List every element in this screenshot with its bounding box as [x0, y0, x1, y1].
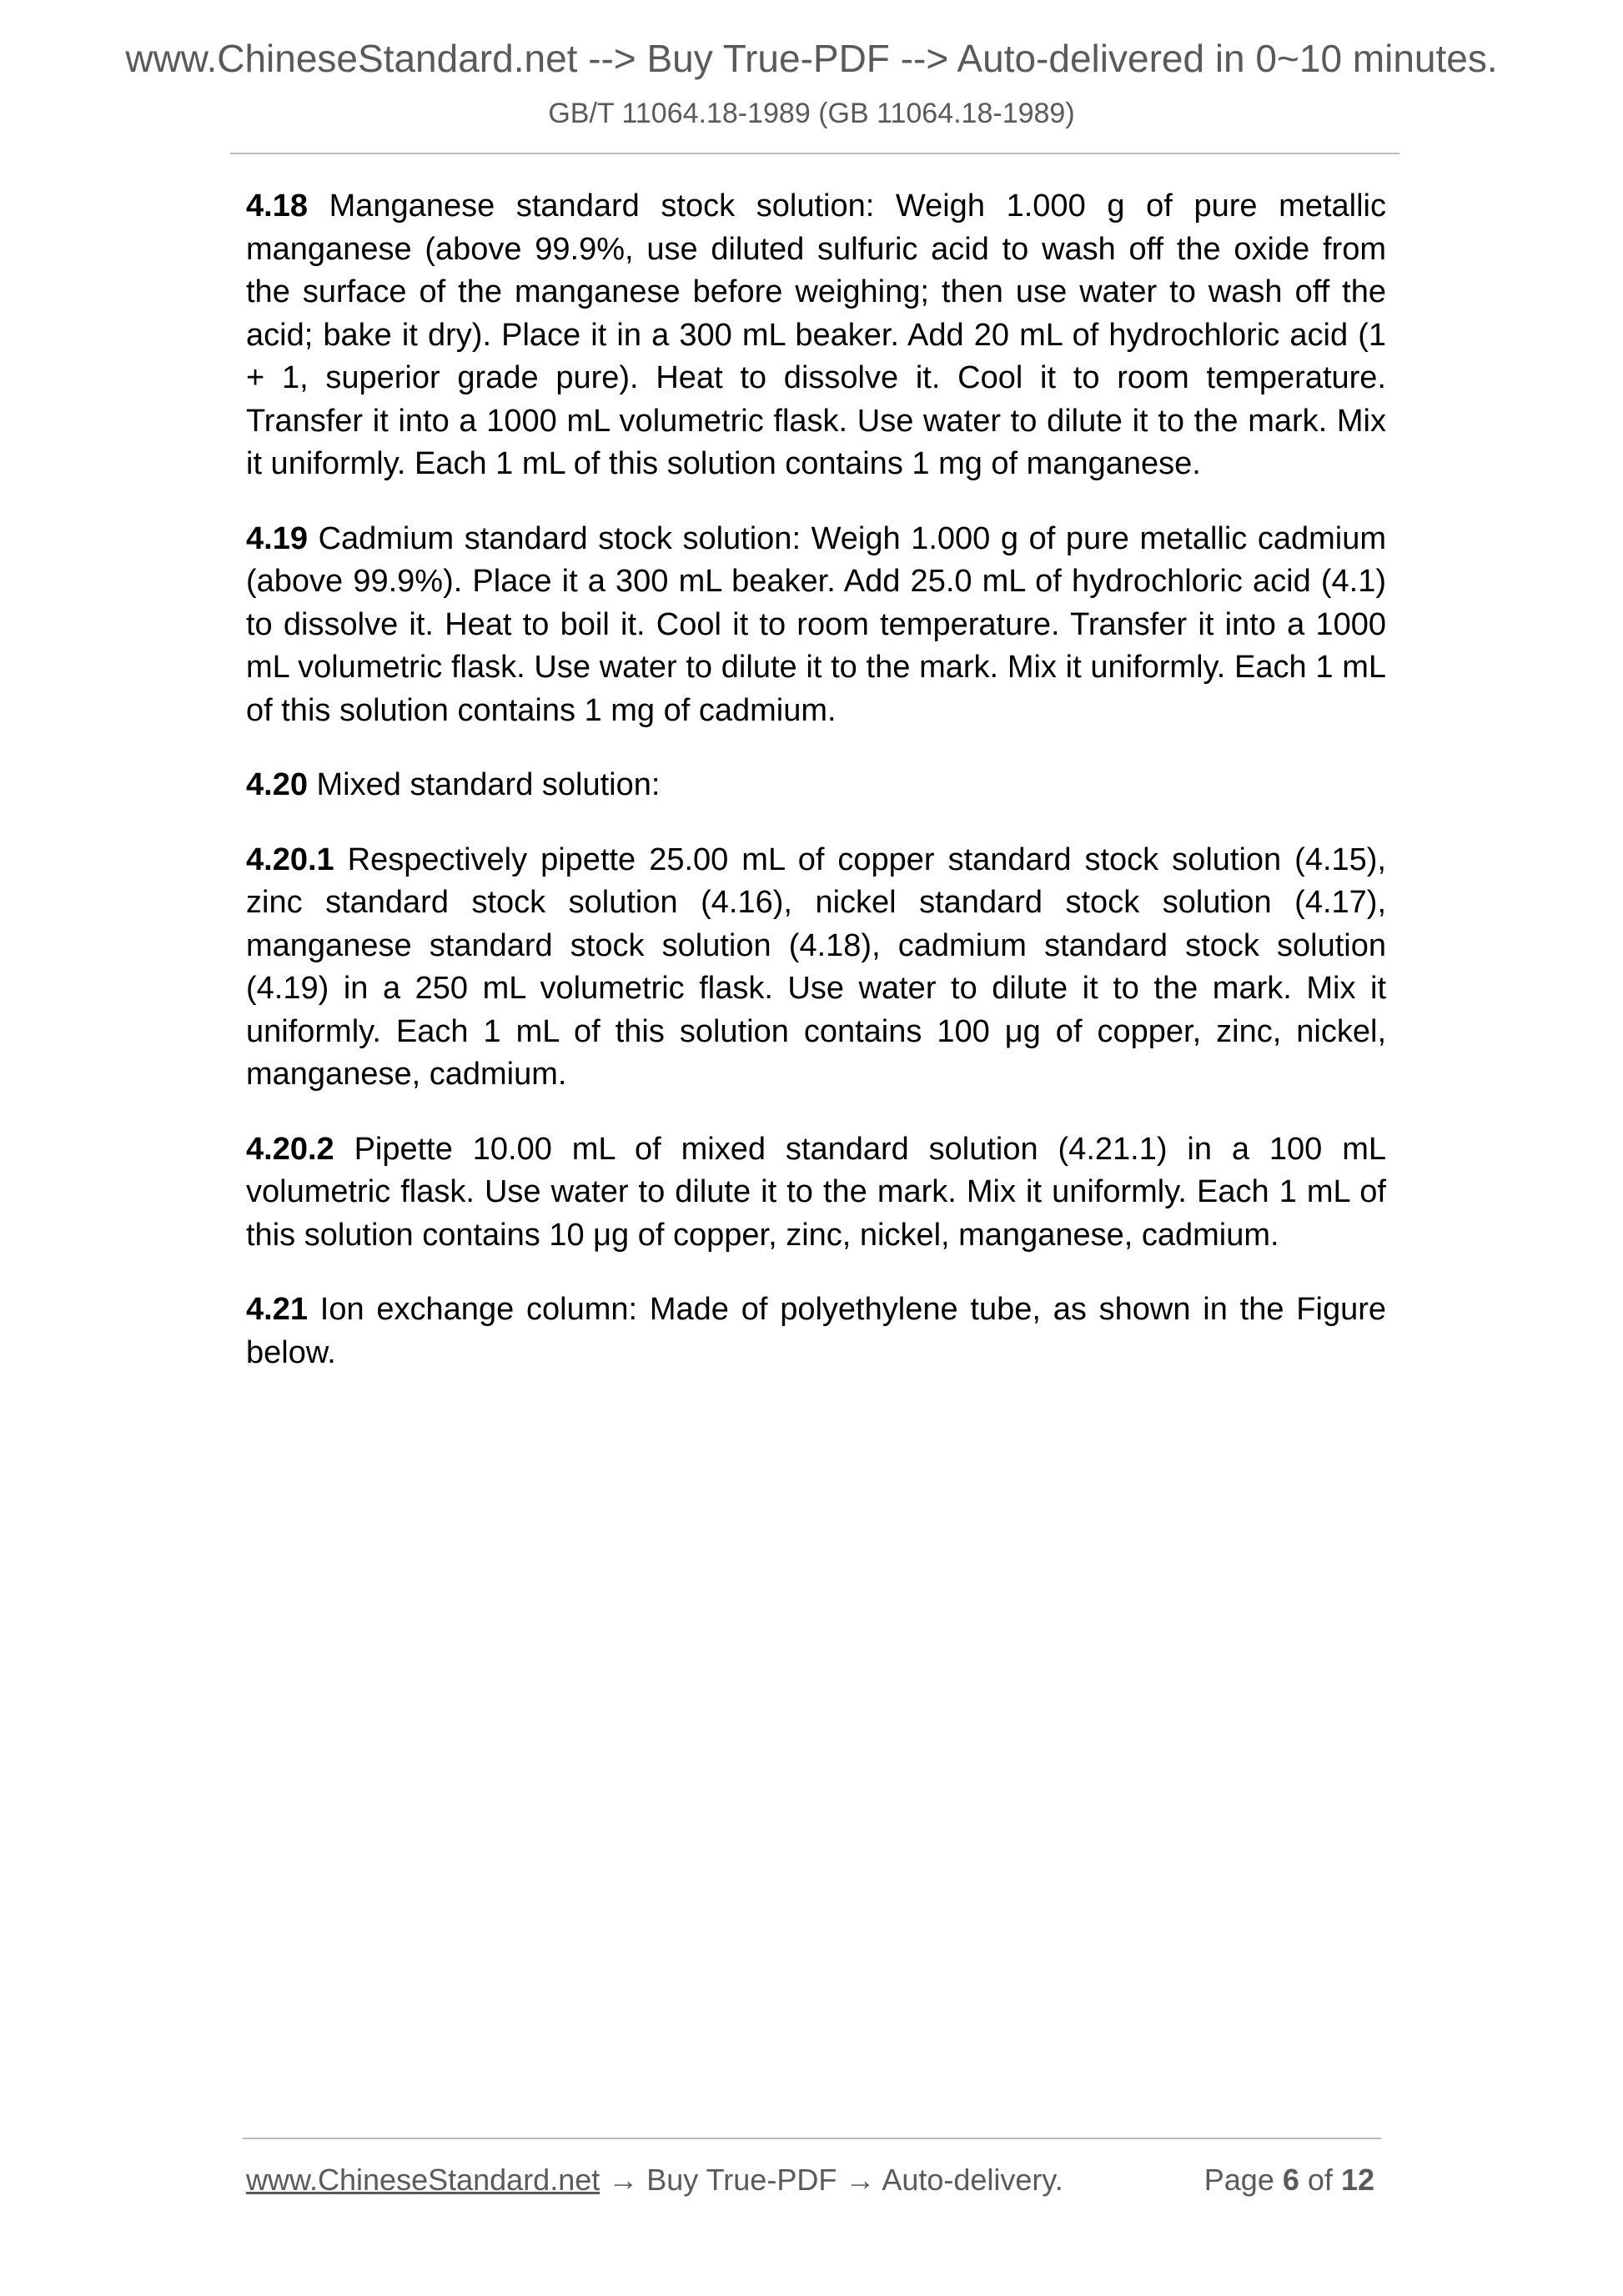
document-body	[246, 185, 1386, 1406]
header-banner: www.ChineseStandard.net --> Buy True-PDF --> Auto-delivered in 0~10 minutes.	[125, 37, 1498, 80]
footer-tagline: → Buy True-PDF → Auto-delivery.	[600, 2163, 1063, 2197]
page-label: Page	[1203, 2163, 1274, 2197]
clause-4-20	[246, 764, 1386, 807]
website-link[interactable]: www.ChineseStandard.net	[246, 2163, 600, 2197]
clause-text: Pipette 10.00 mL of mixed standard solution (4.21.1) in a 100 mL volumetric flask. Use water to dilute it to the mark. Mix it uniformly. Each 1 mL of this solution contains 10 μg of copper, zinc, nickel, manganese, cadmium.	[246, 1131, 1386, 1253]
page-indicator	[1204, 2160, 1374, 2200]
clause-text: Ion exchange column: Made of polyethylene tube, as shown in the Figure below.	[246, 1292, 1386, 1370]
clause-4-21	[246, 1289, 1386, 1374]
clause-text: Manganese standard stock solution: Weigh 1.000 g of pure metallic manganese (above 99.9%, use diluted sulfuric acid to wash off the oxide from the surface of the manganese before weighing; then use water to wash off the acid; bake it dry). Place it in a 300 mL beaker. Add 20 mL of hydrochloric acid (1 + 1, superior grade pure). Heat to dissolve it. Cool it to room temperature. Transfer it into a 1000 mL volumetric flask. Use water to dilute it to the mark. Mix it uniformly. Each 1 mL of this solution contains 1 mg of manganese.	[246, 188, 1386, 481]
clause-number: 4.18	[246, 188, 308, 224]
clause-text: Respectively pipette 25.00 mL of copper standard stock solution (4.15), zinc standard stock solution (4.16), nickel standard stock solution (4.17), manganese standard stock solution (4.18), cadmium standard stock solution (4.19) in a 250 mL volumetric flask. Use water to dilute it to the mark. Mix it uniformly. Each 1 mL of this solution contains 100 μg of copper, zinc, nickel, manganese, cadmium.	[246, 842, 1386, 1092]
clause-number: 4.20.2	[246, 1131, 334, 1167]
clause-number: 4.21	[246, 1292, 308, 1327]
clause-number: 4.19	[246, 520, 308, 556]
clause-number: 4.20	[246, 767, 308, 802]
clause-text: Cadmium standard stock solution: Weigh 1.000 g of pure metallic cadmium (above 99.9%). Place it a 300 mL beaker. Add 25.0 mL of hydrochloric acid (4.1) to dissolve it. Heat to boil it. Cool it to room temperature. Transfer it into a 1000 mL volumetric flask. Use water to dilute it to the mark. Mix it uniformly. Each 1 mL of this solution contains 1 mg of cadmium.	[246, 520, 1387, 728]
current-page-number: 6	[1282, 2163, 1299, 2197]
clause-number: 4.20.1	[246, 842, 334, 877]
footer-divider	[243, 2138, 1381, 2139]
page-footer	[246, 2160, 1380, 2200]
of-label: of	[1307, 2163, 1333, 2197]
clause-4-20-1	[246, 839, 1386, 1097]
header-divider	[230, 153, 1399, 154]
clause-4-20-2	[246, 1128, 1386, 1258]
clause-4-18	[246, 185, 1386, 486]
standard-code: GB/T 11064.18-1989 (GB 11064.18-1989)	[548, 98, 1075, 129]
clause-4-19	[246, 518, 1386, 733]
clause-text: Mixed standard solution:	[316, 767, 661, 802]
page-header	[0, 33, 1623, 132]
total-pages: 12	[1340, 2163, 1374, 2197]
